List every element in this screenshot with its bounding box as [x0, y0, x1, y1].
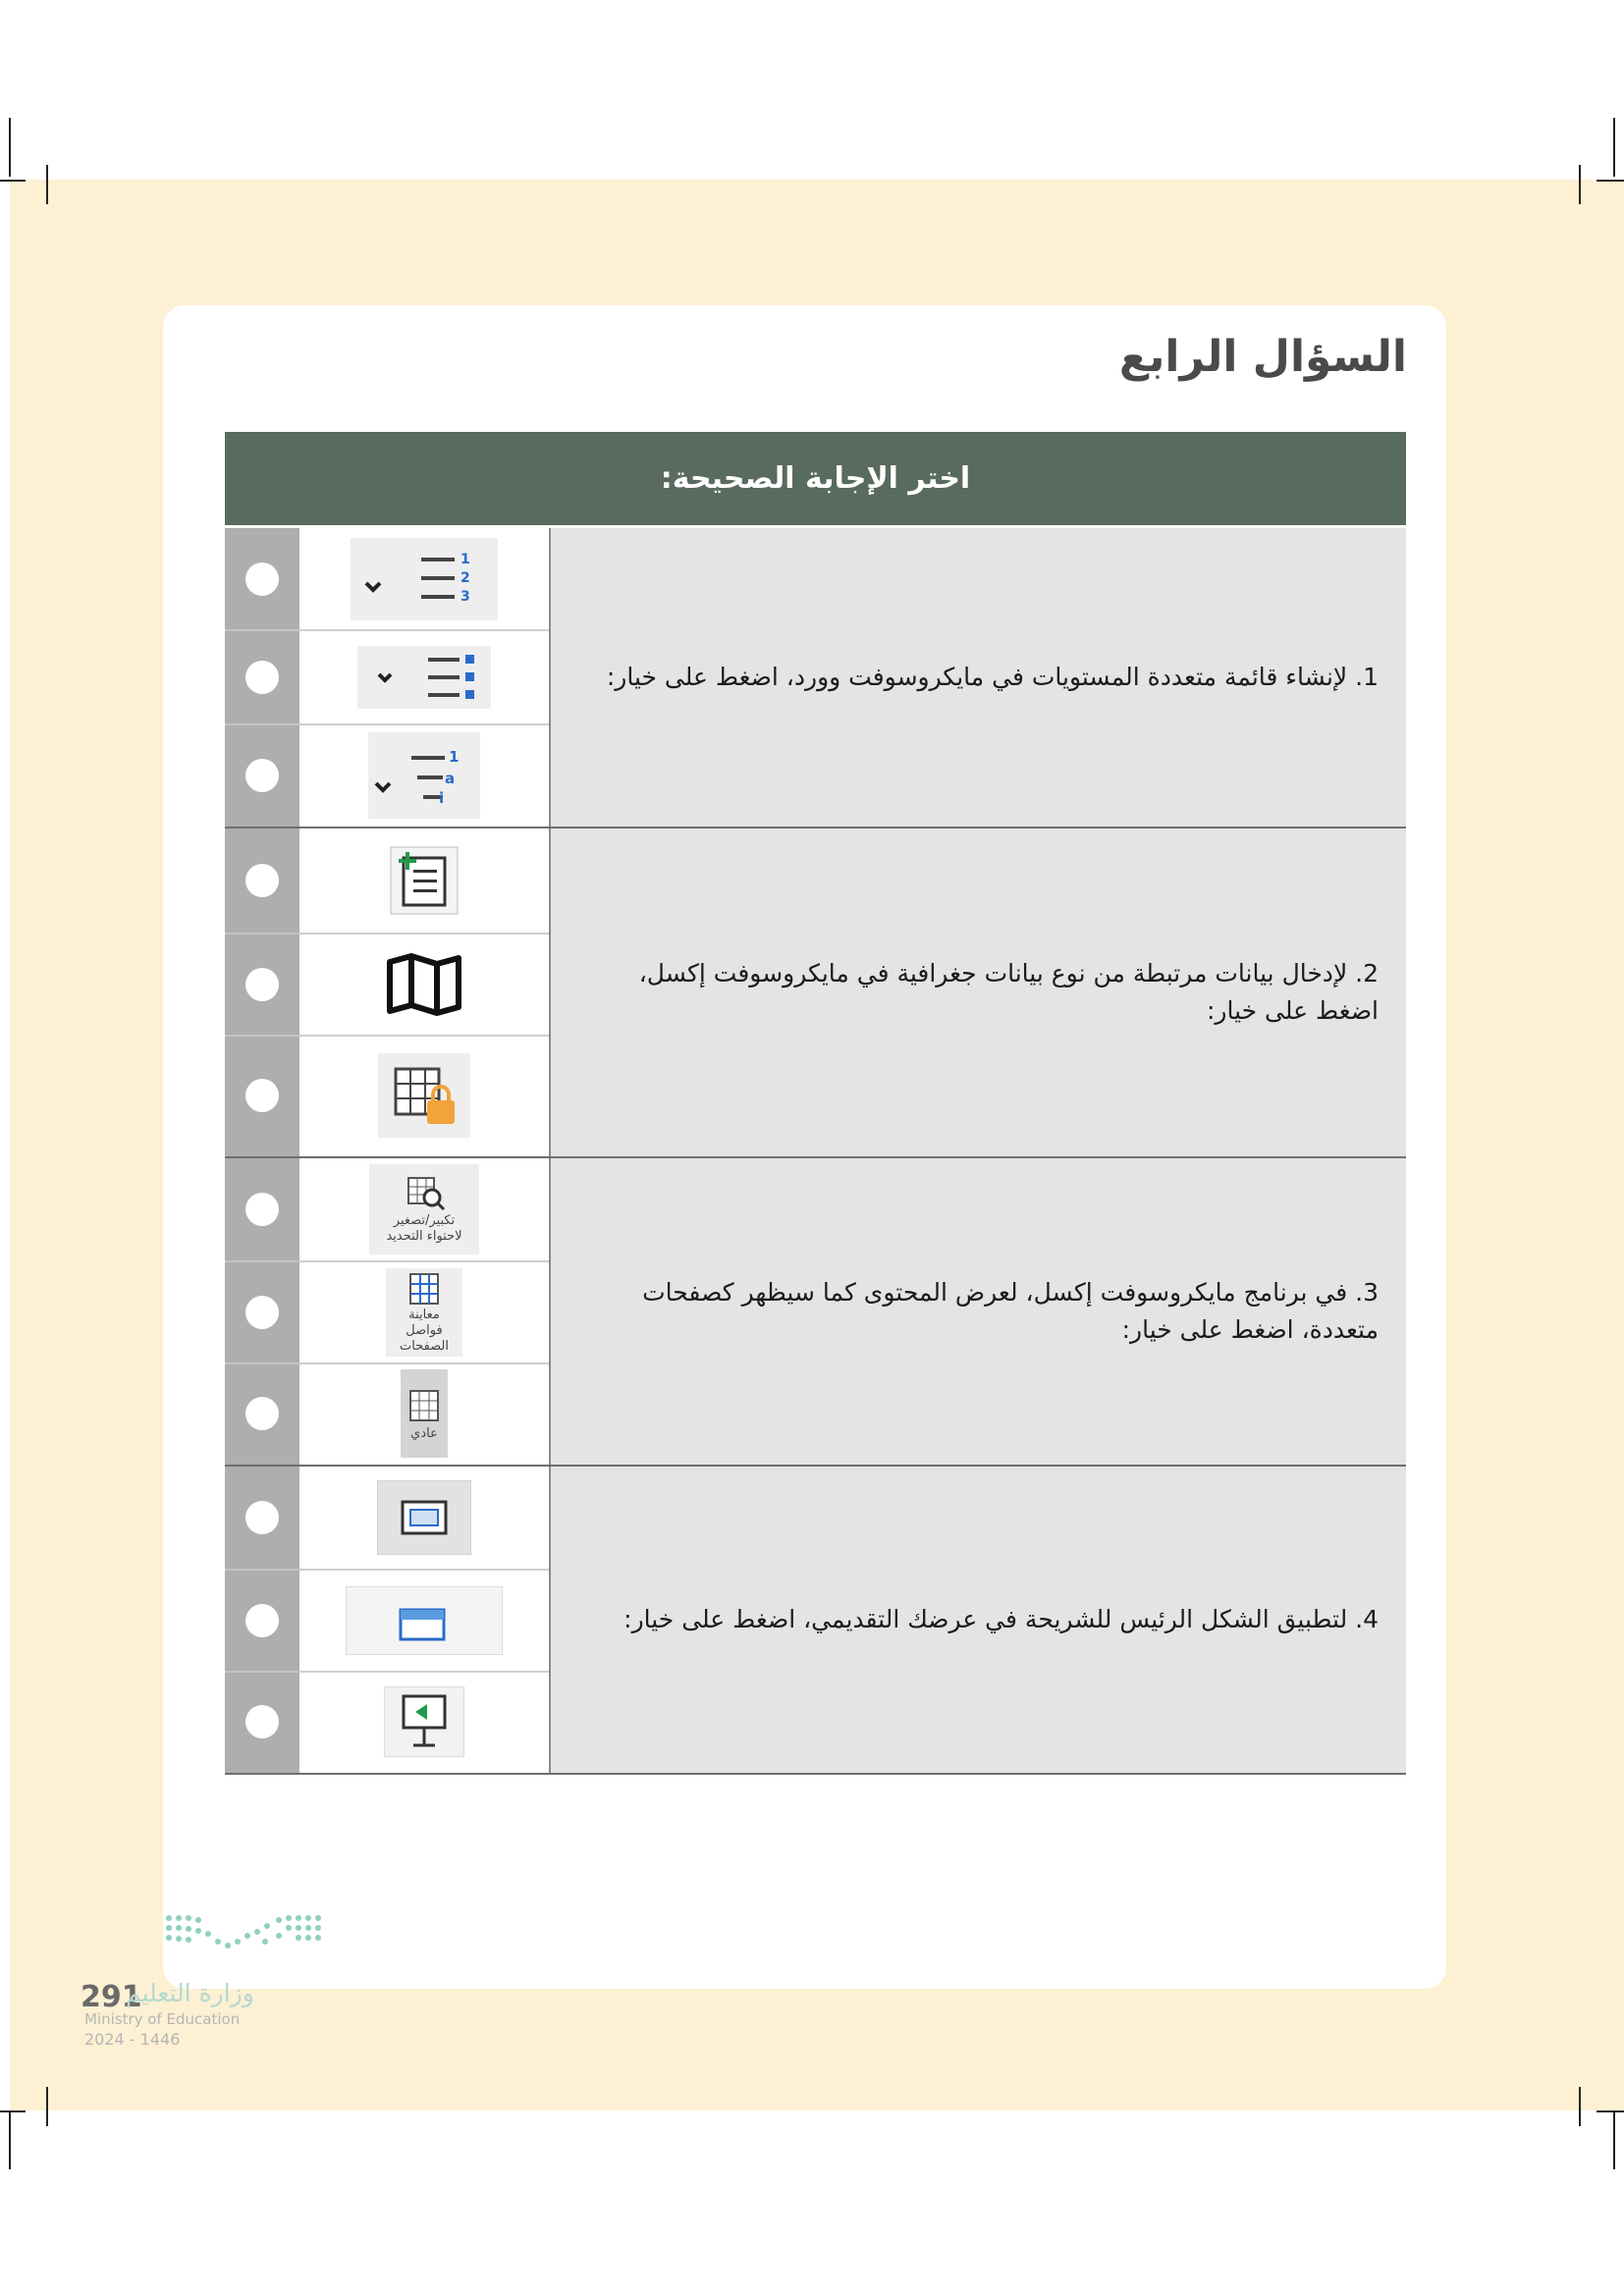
crop-mark [0, 2110, 26, 2112]
question-4 [225, 1467, 1406, 1775]
radio-column [225, 528, 299, 827]
svg-text:3: 3 [460, 588, 470, 605]
crop-mark [9, 2110, 11, 2169]
svg-text:1: 1 [460, 551, 470, 567]
answer-radio[interactable] [245, 968, 279, 1001]
option-label: عادي [410, 1425, 438, 1441]
svg-text:1: 1 [449, 747, 460, 766]
insert-list-icon[interactable] [390, 846, 459, 915]
crop-mark [1613, 118, 1615, 177]
svg-text:a: a [445, 769, 456, 787]
crop-mark [46, 165, 48, 204]
zoom-to-selection-icon[interactable] [369, 1164, 479, 1255]
question-text: 2. لإدخال بيانات مرتبطة من نوع بيانات جغرافية في مايكروسوفت إكسل، اضغط على خيار: [638, 959, 1379, 1025]
normal-view-icon[interactable] [401, 1369, 448, 1458]
crop-mark [9, 118, 11, 177]
answer-radio[interactable] [245, 864, 279, 897]
table-header: اختر الإجابة الصحيحة: [225, 432, 1406, 528]
radio-column [225, 828, 299, 1156]
bulleted-list-icon[interactable] [357, 646, 491, 709]
locked-table-icon[interactable] [378, 1053, 470, 1138]
option-icons [299, 828, 551, 1156]
radio-column [225, 1467, 299, 1773]
ministry-logo-icon [163, 1912, 324, 1967]
ministry-name-en: Ministry of Education [84, 2010, 241, 2028]
option-icons [299, 1158, 551, 1465]
page-number: 291 [81, 1980, 142, 2014]
slide-layout-icon[interactable] [377, 1480, 471, 1555]
option-icons [299, 528, 551, 827]
answer-radio[interactable] [245, 1501, 279, 1534]
crop-mark [46, 2087, 48, 2126]
page-break-preview-icon[interactable] [386, 1268, 462, 1357]
numbered-list-icon[interactable] [351, 538, 498, 620]
answer-radio[interactable] [245, 1296, 279, 1329]
radio-column [225, 1158, 299, 1465]
map-icon[interactable] [386, 952, 462, 1017]
footer-year: 2024 - 1446 [84, 2030, 181, 2049]
answer-radio[interactable] [245, 1604, 279, 1637]
question-1 [225, 528, 1406, 828]
svg-text:i: i [439, 788, 445, 807]
question-3 [225, 1158, 1406, 1467]
slide-master-icon[interactable] [346, 1586, 503, 1655]
crop-mark [1613, 2110, 1615, 2169]
question-2 [225, 828, 1406, 1158]
answer-radio[interactable] [245, 1079, 279, 1112]
svg-text:2: 2 [460, 569, 470, 586]
question-text: 1. لإنشاء قائمة متعددة المستويات في مايكروسوفت وورد، اضغط على خيار: [606, 663, 1379, 691]
answer-radio[interactable] [245, 661, 279, 694]
crop-mark [1597, 2110, 1624, 2112]
question-text: 4. لتطبيق الشكل الرئيس للشريحة في عرضك التقديمي، اضغط على خيار: [623, 1605, 1379, 1633]
question-text: 3. في برنامج مايكروسوفت إكسل، لعرض المحتوى كما سيظهر كصفحات متعددة، اضغط على خيار: [642, 1278, 1379, 1344]
option-label: تكبير/تصغير لاحتواء التحديد [386, 1213, 462, 1244]
question-table [225, 432, 1406, 1775]
answer-radio[interactable] [245, 1193, 279, 1226]
option-label: معاينة فواصل الصفحات [399, 1308, 449, 1354]
ministry-name-ar: وزارة التعليم [126, 1979, 254, 2007]
page-title: السؤال الرابع [1118, 332, 1407, 382]
answer-radio[interactable] [245, 1705, 279, 1738]
answer-radio[interactable] [245, 562, 279, 596]
presentation-icon[interactable] [384, 1686, 464, 1757]
crop-mark [1597, 180, 1624, 182]
answer-radio[interactable] [245, 1397, 279, 1430]
multilevel-list-icon[interactable] [368, 732, 480, 819]
crop-mark [1579, 2087, 1581, 2126]
crop-mark [1579, 165, 1581, 204]
answer-radio[interactable] [245, 759, 279, 792]
option-icons [299, 1467, 551, 1773]
crop-mark [0, 180, 26, 182]
